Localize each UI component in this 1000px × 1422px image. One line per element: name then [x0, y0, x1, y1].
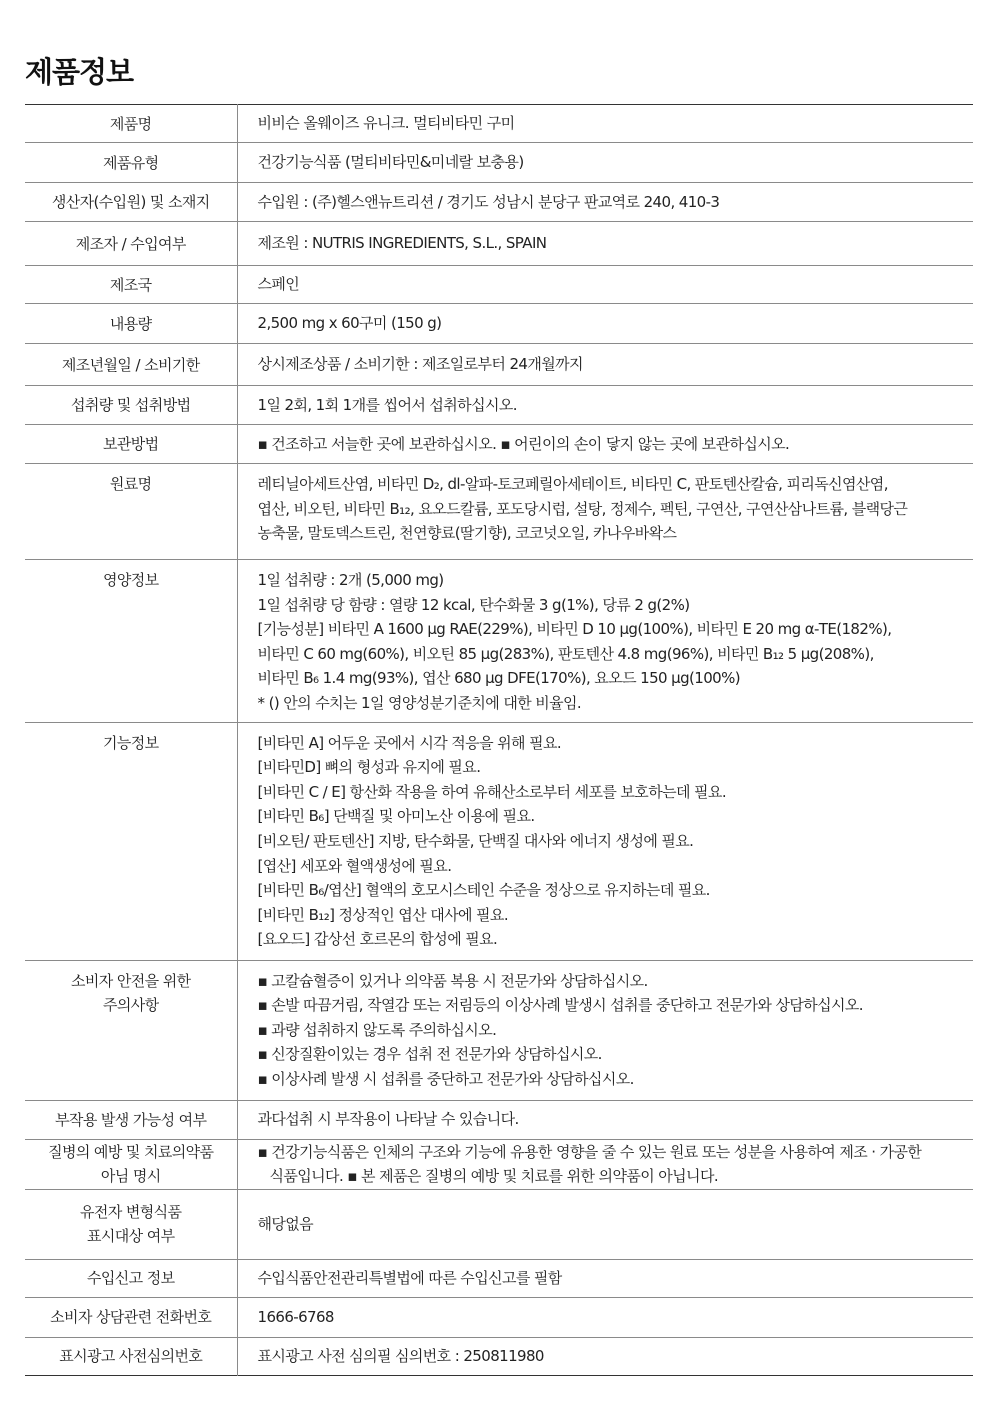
- row-label-line: 아님 명시: [100, 1167, 161, 1186]
- row-value-line: 1일 2회, 1회 1개를 씹어서 섭취하십시오.: [257, 395, 517, 414]
- row-label-line: 보관방법: [102, 435, 159, 453]
- row-value-line: ▪ 손발 따끔거림, 작열감 또는 저림등의 이상사례 발생시 섭취를 중단하고 전문가와 상담하십시오.: [257, 996, 863, 1015]
- row-value-line: ▪ 건조하고 서늘한 곳에 보관하십시오. ▪ 어린이의 손이 닿지 않는 곳에 보관하십시오.: [257, 434, 790, 453]
- table-row: [25, 266, 973, 304]
- row-value: [237, 722, 973, 960]
- row-value-line: [비오틴/ 판토텐산] 지방, 탄수화물, 단백질 대사와 에너지 생성에 필요.: [257, 831, 694, 850]
- row-value-line: 엽산, 비오틴, 비타민 B₁₂, 요오드칼륨, 포도당시럽, 설탕, 정제수, 펙틴, 구연산, 구연산삼나트륨, 블랙당근: [257, 499, 908, 518]
- row-label: [25, 266, 237, 304]
- row-label-line: 제조자 / 수입여부: [75, 234, 186, 253]
- row-value-line: 수입식품안전관리특별법에 따른 수입신고를 필함: [257, 1268, 562, 1287]
- row-value-line: 건강기능식품 (멀티비타민&미네랄 보충용): [257, 153, 524, 172]
- table-row: [25, 143, 973, 183]
- row-label: [25, 105, 237, 143]
- row-value-line: [비타민 B₆] 단백질 및 아미노산 이용에 필요.: [257, 807, 535, 826]
- row-value: [237, 1100, 973, 1139]
- row-label: [25, 344, 237, 386]
- row-value-line: 2,500 mg x 60구미 (150 g): [257, 314, 442, 333]
- row-value-line: ▪ 과량 섭취하지 않도록 주의하십시오.: [257, 1020, 497, 1039]
- row-label: [25, 1189, 237, 1259]
- row-value-line: 해당없음: [257, 1214, 314, 1233]
- row-label: [25, 1259, 237, 1297]
- row-label-line: 표시대상 여부: [86, 1227, 175, 1246]
- row-label: [25, 464, 237, 560]
- row-value: [237, 222, 973, 266]
- row-value-line: 비타민 C 60 mg(60%), 비오틴 85 μg(283%), 판토텐산 4.8 mg(96%), 비타민 B₁₂ 5 μg(208%),: [257, 644, 874, 663]
- row-value: [237, 1139, 973, 1189]
- row-value-line: * () 안의 수치는 1일 영양성분기준치에 대한 비율임.: [257, 693, 582, 712]
- row-label-line: 소비자 상담관련 전화번호: [50, 1308, 212, 1327]
- row-label: [25, 1139, 237, 1189]
- table-row: [25, 464, 973, 560]
- row-value-line: 과다섭취 시 부작용이 나타날 수 있습니다.: [257, 1110, 519, 1129]
- table-row: [25, 183, 973, 222]
- row-value-line: 수입원 : (주)헬스앤뉴트리션 / 경기도 성남시 분당구 판교역로 240, 410-3: [257, 192, 720, 211]
- row-label-line: 생산자(수입원) 및 소재지: [51, 193, 210, 211]
- row-value: [237, 560, 973, 723]
- table-row: [25, 1259, 973, 1297]
- row-label-line: 제품명: [109, 114, 152, 133]
- row-value: [237, 464, 973, 560]
- row-value: [237, 1189, 973, 1259]
- row-value-line: [비타민 B₆/엽산] 혈액의 호모시스테인 수준을 정상으로 유지하는데 필요.: [257, 881, 710, 900]
- row-label: [25, 222, 237, 266]
- row-value-line: [비타민 C / E] 항산화 작용을 하여 유해산소로부터 세포를 보호하는데 필요.: [257, 782, 726, 801]
- table-row: [25, 105, 973, 143]
- row-value-line: [엽산] 세포와 혈액생성에 필요.: [257, 856, 452, 875]
- table-row: [25, 1100, 973, 1139]
- row-label-line: 원료명: [109, 475, 152, 493]
- row-value: [237, 344, 973, 386]
- row-label: [25, 304, 237, 344]
- row-label: [25, 960, 237, 1100]
- row-label-line: 부작용 발생 가능성 여부: [55, 1110, 207, 1129]
- row-value-line: ▪ 건강기능식품은 인체의 구조와 기능에 유용한 영향을 줄 수 있는 원료 또는 성분을 사용하여 제조 · 가공한: [257, 1142, 922, 1161]
- row-value-line: [비타민 A] 어두운 곳에서 시각 적응을 위해 필요.: [257, 733, 562, 752]
- row-label-line: 표시광고 사전심의번호: [59, 1347, 203, 1366]
- row-value-line: 1일 섭취량 : 2개 (5,000 mg): [257, 571, 444, 589]
- row-label-line: 수입신고 정보: [86, 1269, 175, 1288]
- table-row: [25, 1139, 973, 1189]
- table-row: [25, 960, 973, 1100]
- table-row: [25, 344, 973, 386]
- product-info-table-body: [25, 105, 973, 1376]
- row-value-line: 레티닐아세트산염, 비타민 D₂, dl-알파-토코페릴아세테이트, 비타민 C, 판토텐산칼슘, 피리독신염산염,: [257, 475, 888, 493]
- row-value: [237, 1297, 973, 1337]
- row-label-line: 질병의 예방 및 치료의약품: [48, 1143, 214, 1162]
- row-label-line: 내용량: [109, 314, 152, 333]
- table-row: [25, 222, 973, 266]
- row-value-line: 1일 섭취량 당 함량 : 열량 12 kcal, 탄수화물 3 g(1%), 당류 2 g(2%): [257, 595, 690, 614]
- row-label: [25, 183, 237, 222]
- row-value-line: ▪ 고칼슘혈증이 있거나 의약품 복용 시 전문가와 상담하십시오.: [257, 971, 648, 990]
- row-value-line: [요오드] 갑상선 호르몬의 합성에 필요.: [257, 930, 498, 949]
- row-label-line: 섭취량 및 섭취방법: [71, 396, 191, 414]
- row-value: [237, 266, 973, 304]
- row-value: [237, 105, 973, 143]
- row-label-line: 주의사항: [102, 995, 159, 1014]
- row-value-line: 1666-6768: [257, 1307, 334, 1326]
- table-row: [25, 1337, 973, 1375]
- row-value: [237, 1259, 973, 1297]
- row-label-line: 제조년월일 / 소비기한: [61, 355, 200, 374]
- product-info-table: [25, 104, 973, 1376]
- row-value-line: ▪ 이상사례 발생 시 섭취를 중단하고 전문가와 상담하십시오.: [257, 1069, 634, 1088]
- row-value-line: 식품입니다. ▪ 본 제품은 질병의 예방 및 치료를 위한 의약품이 아닙니다.: [269, 1167, 719, 1186]
- row-value-line: [비타민D] 뼈의 형성과 유지에 필요.: [257, 758, 481, 777]
- row-label-line: 제조국: [109, 275, 152, 294]
- row-label: [25, 386, 237, 425]
- row-value: [237, 1337, 973, 1375]
- row-label: [25, 1297, 237, 1337]
- table-row: [25, 722, 973, 960]
- row-value-line: 비비슨 올웨이즈 유니크. 멀티비타민 구미: [257, 114, 515, 133]
- row-label: [25, 425, 237, 464]
- row-label: [25, 560, 237, 723]
- row-value: [237, 304, 973, 344]
- page-title: 제품정보: [25, 55, 134, 89]
- row-label-line: 제품유형: [102, 153, 159, 172]
- row-label: [25, 722, 237, 960]
- row-value-line: 농축물, 말토덱스트린, 천연향료(딸기향), 코코넛오일, 카나우바왁스: [257, 524, 677, 543]
- table-row: [25, 1297, 973, 1337]
- row-value-line: [비타민 B₁₂] 정상적인 엽산 대사에 필요.: [257, 905, 508, 924]
- row-value-line: 비타민 B₆ 1.4 mg(93%), 엽산 680 μg DFE(170%), 요오드 150 μg(100%): [257, 669, 740, 688]
- row-value-line: ▪ 신장질환이있는 경우 섭취 전 전문가와 상담하십시오.: [257, 1045, 602, 1064]
- row-value-line: 스페인: [257, 275, 300, 294]
- row-value: [237, 143, 973, 183]
- row-value: [237, 183, 973, 222]
- table-row: [25, 386, 973, 425]
- row-label-line: 유전자 변형식품: [80, 1203, 182, 1222]
- row-value-line: 표시광고 사전 심의필 심의번호 : 250811980: [257, 1346, 544, 1365]
- table-row: [25, 425, 973, 464]
- table-row: [25, 560, 973, 723]
- row-label-line: 영양정보: [102, 571, 159, 589]
- row-value: [237, 386, 973, 425]
- row-label-line: 기능정보: [102, 733, 159, 752]
- row-label: [25, 143, 237, 183]
- row-value: [237, 960, 973, 1100]
- row-value-line: 상시제조상품 / 소비기한 : 제조일로부터 24개월까지: [257, 355, 583, 374]
- row-value-line: [기능성분] 비타민 A 1600 μg RAE(229%), 비타민 D 10 μg(100%), 비타민 E 20 mg α-TE(182%),: [257, 620, 892, 639]
- table-row: [25, 304, 973, 344]
- row-label: [25, 1337, 237, 1375]
- row-label-line: 소비자 안전을 위한: [71, 971, 191, 990]
- row-value: [237, 425, 973, 464]
- table-row: [25, 1189, 973, 1259]
- row-value-line: 제조원 : NUTRIS INGREDIENTS, S.L., SPAIN: [257, 234, 547, 253]
- row-label: [25, 1100, 237, 1139]
